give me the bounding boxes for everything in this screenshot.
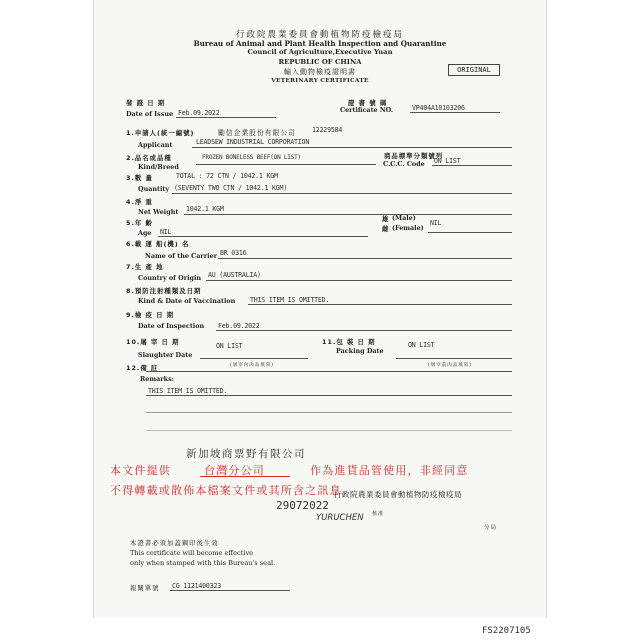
issue-date-value: Feb.09.2022 <box>178 109 220 117</box>
net-weight-label-zh: 4.淨 重 <box>126 198 153 206</box>
seal-note-en-1: This certificate will become effective <box>130 549 254 557</box>
carrier-label-en: Name of the Carrier <box>145 252 217 260</box>
applicant-name-zh: 勵信企業股份有限公司 <box>218 129 296 137</box>
document-title-zh: 輸入動物檢疫證明書 <box>284 68 356 76</box>
country-title: REPUBLIC OF CHINA <box>278 58 362 66</box>
female-label-zh: 雌 <box>382 225 390 233</box>
bureau-title-en: Bureau of Animal and Plant Health Inspection and Quarantine <box>193 39 447 48</box>
carrier-value: BR 0316 <box>220 249 247 257</box>
customs-no-value: CG 1121400323 <box>172 582 222 590</box>
ccc-value: ON LIST <box>434 157 461 165</box>
applicant-value: LEADSEW INDUSTRIAL CORPORATION <box>196 138 310 146</box>
company-stamp: 新加坡商票野有限公司 <box>186 448 306 460</box>
applicant-id: 12229584 <box>312 126 343 134</box>
seal-suffix: 核准 <box>372 511 385 517</box>
seal-note-en-2: only when stamped with this Bureau's seal. <box>130 559 276 567</box>
document-code: FS2207105 <box>482 626 531 636</box>
vaccination-label-en: Kind & Date of Vaccination <box>138 297 236 305</box>
male-label-zh: 雄 <box>382 215 390 223</box>
age-label-en: Age <box>138 229 152 237</box>
sex-value: NIL <box>430 219 442 227</box>
cert-number-label-zh: 證 書 號 碼 <box>348 99 388 107</box>
stamp-date: 29072022 <box>276 499 329 512</box>
notice-line2: 不得轉載或散佈本檔案文件或其所含之訊息。 <box>110 484 354 497</box>
quantity-value-1: TOTAL : 72 CTN / 1042.1 KGM <box>176 172 278 180</box>
slaughter-value: ON LIST <box>216 342 243 350</box>
issue-date-label-zh: 發 證 日 期 <box>126 99 166 107</box>
quantity-label-en: Quantity <box>138 185 170 193</box>
remarks-label-en: Remarks: <box>140 375 175 383</box>
slaughter-label-zh: 10.屠 宰 日 期 <box>126 338 180 346</box>
net-weight-label-en: Net Weight <box>138 208 179 216</box>
remarks-value: THIS ITEM IS OMITTED. <box>148 387 228 395</box>
age-label-zh: 5.年 齡 <box>126 219 153 227</box>
inspection-label-en: Date of Inspection <box>138 322 205 330</box>
bureau-title-zh: 行政院農業委員會動植物防疫檢疫局 <box>235 30 404 40</box>
origin-value: AU (AUSTRALIA) <box>208 271 261 279</box>
origin-label-zh: 7.生 產 地 <box>126 263 164 271</box>
original-badge: ORIGINAL <box>448 64 500 76</box>
applicant-label-zh: 1.申請人(統一編號) <box>126 129 195 137</box>
seal-note-zh: 本證書必須加蓋鋼印後生效 <box>130 539 219 547</box>
ccc-label-en: C.C.C. Code <box>383 160 425 168</box>
kind-label-zh: 2.品名或品種 <box>126 154 172 162</box>
cert-number-label-en: Certificate NO. <box>340 106 394 114</box>
council-title: Council of Agriculture,Executive Yuan <box>247 48 393 56</box>
slaughter-note: (屠宰內肉品填寫) <box>230 363 275 368</box>
male-label-en: (Male) <box>392 214 416 222</box>
female-label-en: (Female) <box>392 224 424 232</box>
packing-label-zh: 11.包 裝 日 期 <box>322 338 376 346</box>
quantity-value-2: (SEVENTY TWO CTN / 1042.1 KGM) <box>174 184 288 192</box>
customs-no-label: 報關單號 <box>130 584 160 592</box>
slaughter-label-en: Slaughter Date <box>138 351 193 359</box>
branch-label: 分局 <box>484 525 498 531</box>
inspection-value: Feb.09.2022 <box>218 322 260 330</box>
signature: YURUCHEN <box>316 513 364 523</box>
issue-date-label-en: Date of Issue <box>126 110 174 118</box>
packing-value: ON LIST <box>408 341 435 349</box>
quantity-label-zh: 3.數 量 <box>126 174 153 182</box>
inspection-label-zh: 9.檢 疫 日 期 <box>126 311 175 319</box>
kind-value: FROZEN BONELESS BEEF(ON LIST) <box>202 154 301 161</box>
ccc-label-zh: 商品標準分類號列 <box>384 152 444 160</box>
remarks-label-zh: 12.備 註 <box>126 364 159 372</box>
vaccination-label-zh: 8.預防注射種類及日期 <box>126 287 202 295</box>
packing-note: (屠宰前肉品填寫) <box>428 363 473 368</box>
kind-label-en: Kind/Breed <box>138 163 179 171</box>
carrier-label-zh: 6.載 運 船(機) 名 <box>126 240 190 248</box>
cert-number-value: VP404A10103206 <box>412 104 465 112</box>
document-title-en: VETERINARY CERTIFICATE <box>271 78 369 84</box>
vaccination-value: THIS ITEM IS OMITTED. <box>250 296 330 304</box>
notice-line1-c: 作為進貨品管使用，非經同意 <box>310 464 469 477</box>
origin-label-en: Country of Origin <box>138 274 202 282</box>
net-weight-value: 1042.1 KGM <box>186 205 224 213</box>
bureau-seal-text: 行政院農業委員會動植物防疫檢疫局 <box>334 490 462 499</box>
notice-line1-a: 本文件提供 <box>110 464 171 477</box>
applicant-label-en: Applicant <box>138 141 173 149</box>
certificate-page <box>93 0 547 618</box>
packing-label-en: Packing Date <box>336 347 384 355</box>
age-value: NIL <box>160 228 172 236</box>
notice-line1-b: 台灣分公司 <box>204 464 265 477</box>
